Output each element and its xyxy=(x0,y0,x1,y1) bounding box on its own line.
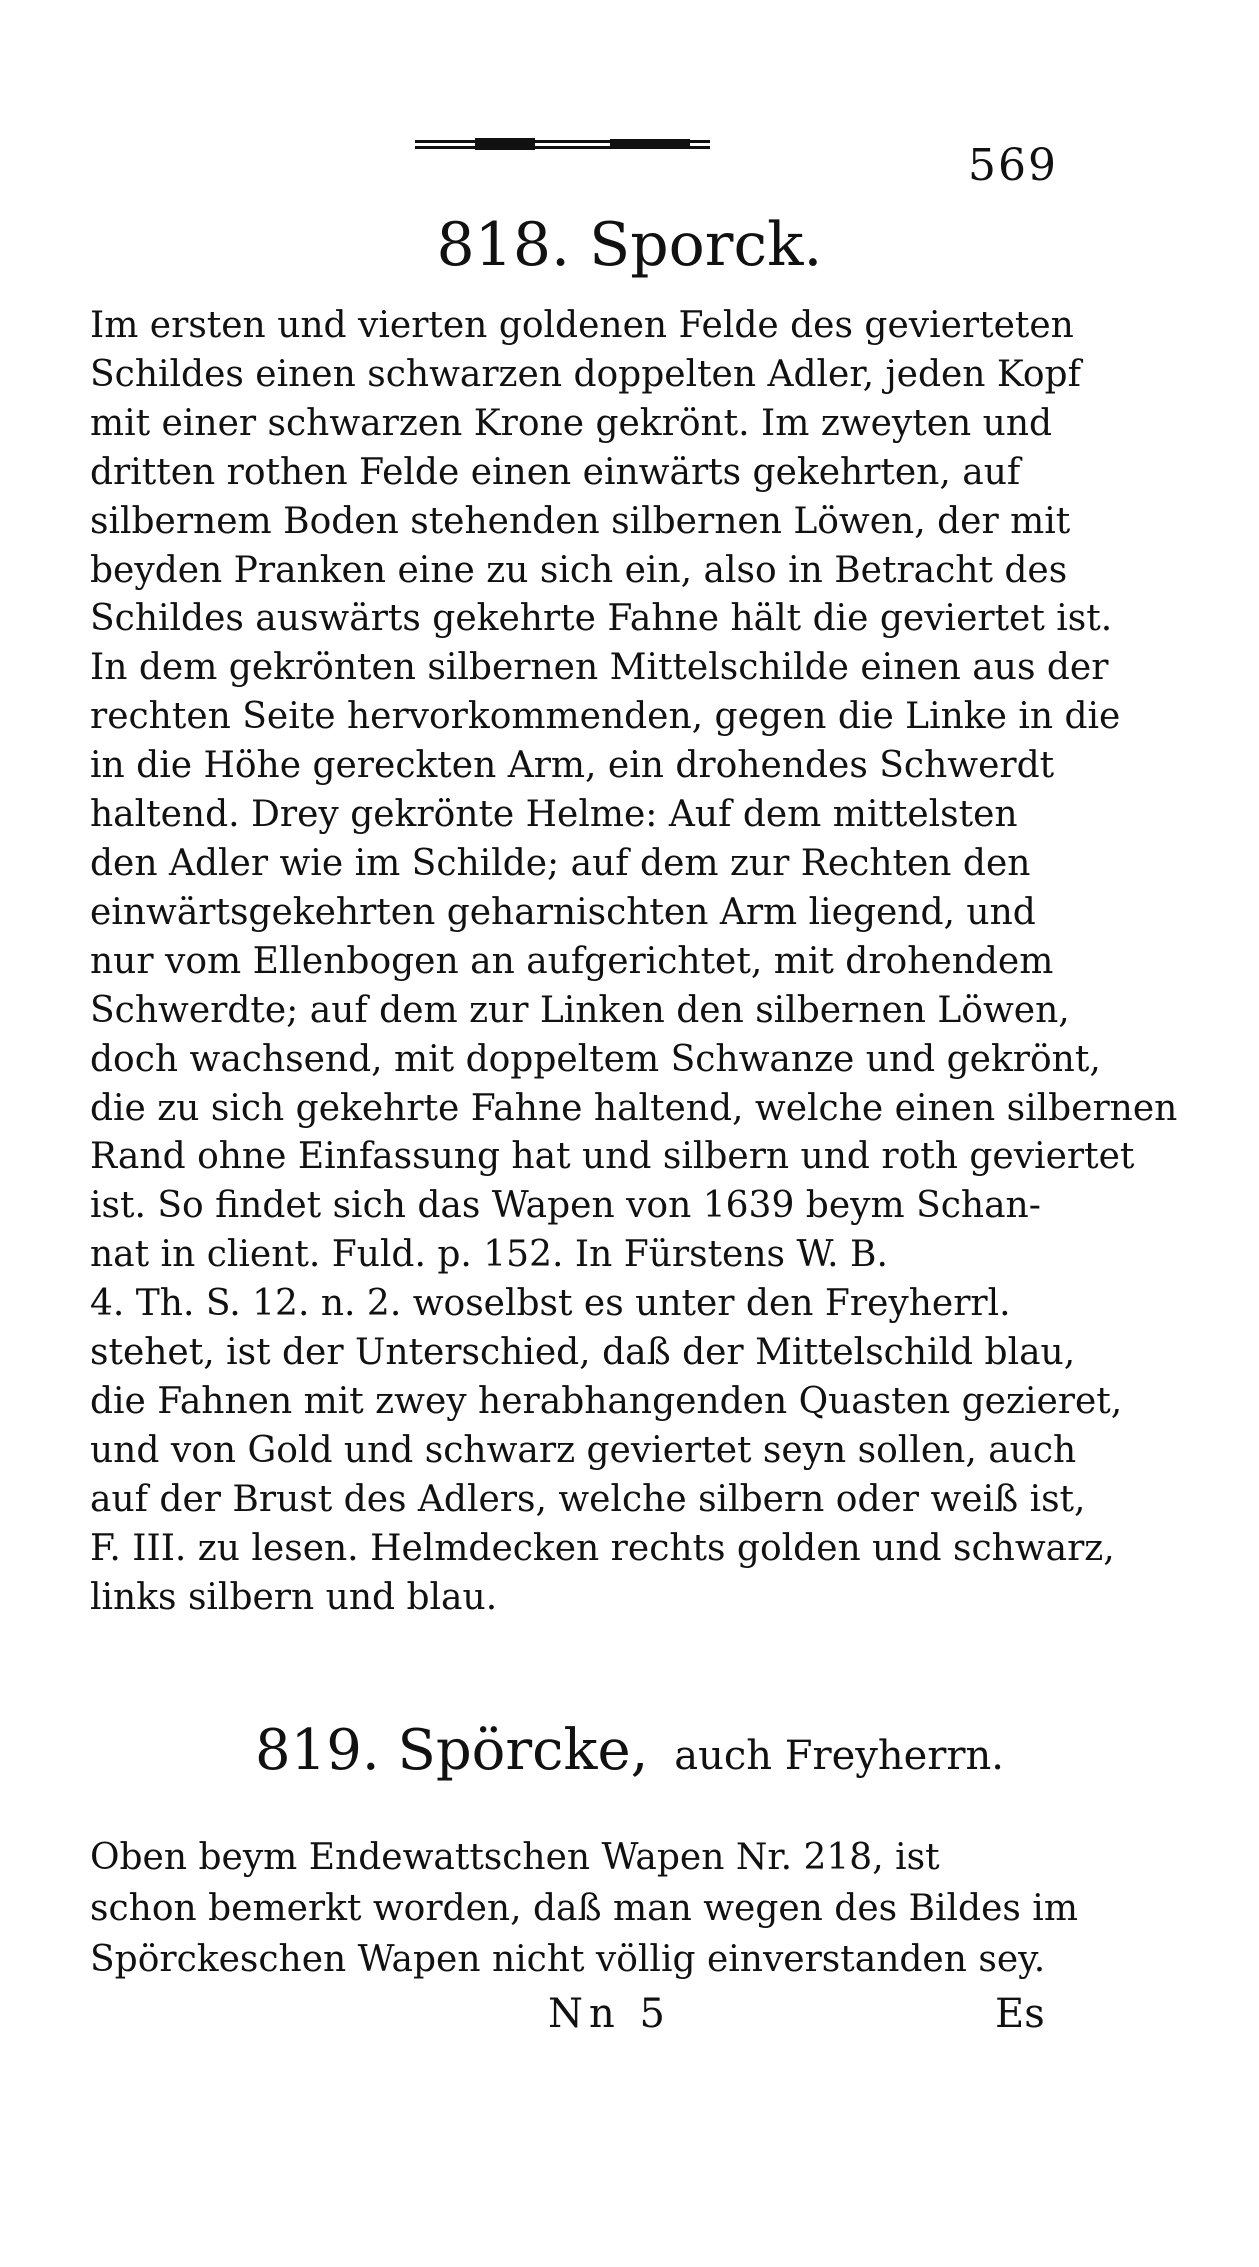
text-line: einwärtsgekehrten geharnischten Arm liegend, und xyxy=(90,891,1036,933)
text-line: in die Höhe gereckten Arm, ein drohendes Schwerdt xyxy=(90,745,1055,787)
text-line: Im ersten und vierten goldenen Felde des gevierteten xyxy=(90,305,1074,346)
text-line: ist. So findet sich das Wapen von 1639 beym Schan- xyxy=(90,1185,1041,1227)
text-line: Schildes einen schwarzen doppelten Adler, jeden Kopf xyxy=(90,353,1081,395)
entry-818-body xyxy=(90,302,1178,1622)
text-line: dritten rothen Felde einen einwärts gekehrten, auf xyxy=(90,451,1021,493)
catchword: Es xyxy=(995,1991,1045,2037)
text-line: beyden Pranken eine zu sich ein, also in Betracht des xyxy=(90,549,1068,591)
entry-819-title: 819. Spörcke, xyxy=(254,1718,649,1783)
text-line: links silbern und blau. xyxy=(90,1576,498,1618)
text-line: 4. Th. S. 12. n. 2. woselbst es unter den Freyherrl. xyxy=(90,1283,1011,1325)
text-line: Schwerdte; auf dem zur Linken den silbernen Löwen, xyxy=(90,989,1070,1031)
page-number: 569 xyxy=(968,140,1058,191)
text-line: doch wachsend, mit doppeltem Schwanze und gekrönt, xyxy=(90,1038,1101,1080)
text-line: mit einer schwarzen Krone gekrönt. Im zweyten und xyxy=(90,402,1053,444)
text-line: Oben beym Endewattschen Wapen Nr. 218, ist xyxy=(90,1837,940,1878)
text-line: den Adler wie im Schilde; auf dem zur Rechten den xyxy=(90,842,1031,884)
entry-819-heading xyxy=(0,1718,1259,1783)
text-line: schon bemerkt worden, daß man wegen des Bildes im xyxy=(90,1888,1078,1929)
text-line: F. III. zu lesen. Helmdecken rechts golden und schwarz, xyxy=(90,1527,1115,1569)
text-line: auf der Brust des Adlers, welche silbern oder weiß ist, xyxy=(90,1478,1086,1520)
text-line: silbernem Boden stehenden silbernen Löwen, der mit xyxy=(90,500,1071,542)
entry-818-heading xyxy=(0,210,1259,280)
text-line: nur vom Ellenbogen an aufgerichtet, mit drohendem xyxy=(90,940,1054,982)
text-line: Spörckeschen Wapen nicht völlig einverstanden sey. xyxy=(90,1939,1046,1980)
text-line: stehet, ist der Unterschied, daß der Mittelschild blau, xyxy=(90,1332,1076,1374)
text-line: Schildes auswärts gekehrte Fahne hält die geviertet ist. xyxy=(90,598,1113,640)
entry-818-title: 818. Sporck. xyxy=(436,210,823,280)
signature-mark: Nn 5 xyxy=(548,1991,671,2037)
entry-819-body xyxy=(90,1832,1078,1985)
entry-819-subtitle: auch Freyherrn. xyxy=(674,1733,1005,1779)
text-line: haltend. Drey gekrönte Helme: Auf dem mittelsten xyxy=(90,794,1018,836)
ornamental-rule xyxy=(415,136,710,152)
text-line: die Fahnen mit zwey herabhangenden Quasten gezieret, xyxy=(90,1380,1123,1422)
text-line: rechten Seite hervorkommenden, gegen die Linke in die xyxy=(90,696,1121,738)
text-line: Rand ohne Einfassung hat und silbern und roth geviertet xyxy=(90,1136,1135,1178)
text-line: die zu sich gekehrte Fahne haltend, welche einen silbernen xyxy=(90,1087,1178,1129)
text-line: und von Gold und schwarz geviertet seyn sollen, auch xyxy=(90,1429,1077,1471)
text-line: nat in client. Fuld. p. 152. In Fürstens W. B. xyxy=(90,1234,888,1276)
text-line: In dem gekrönten silbernen Mittelschilde einen aus der xyxy=(90,647,1109,689)
